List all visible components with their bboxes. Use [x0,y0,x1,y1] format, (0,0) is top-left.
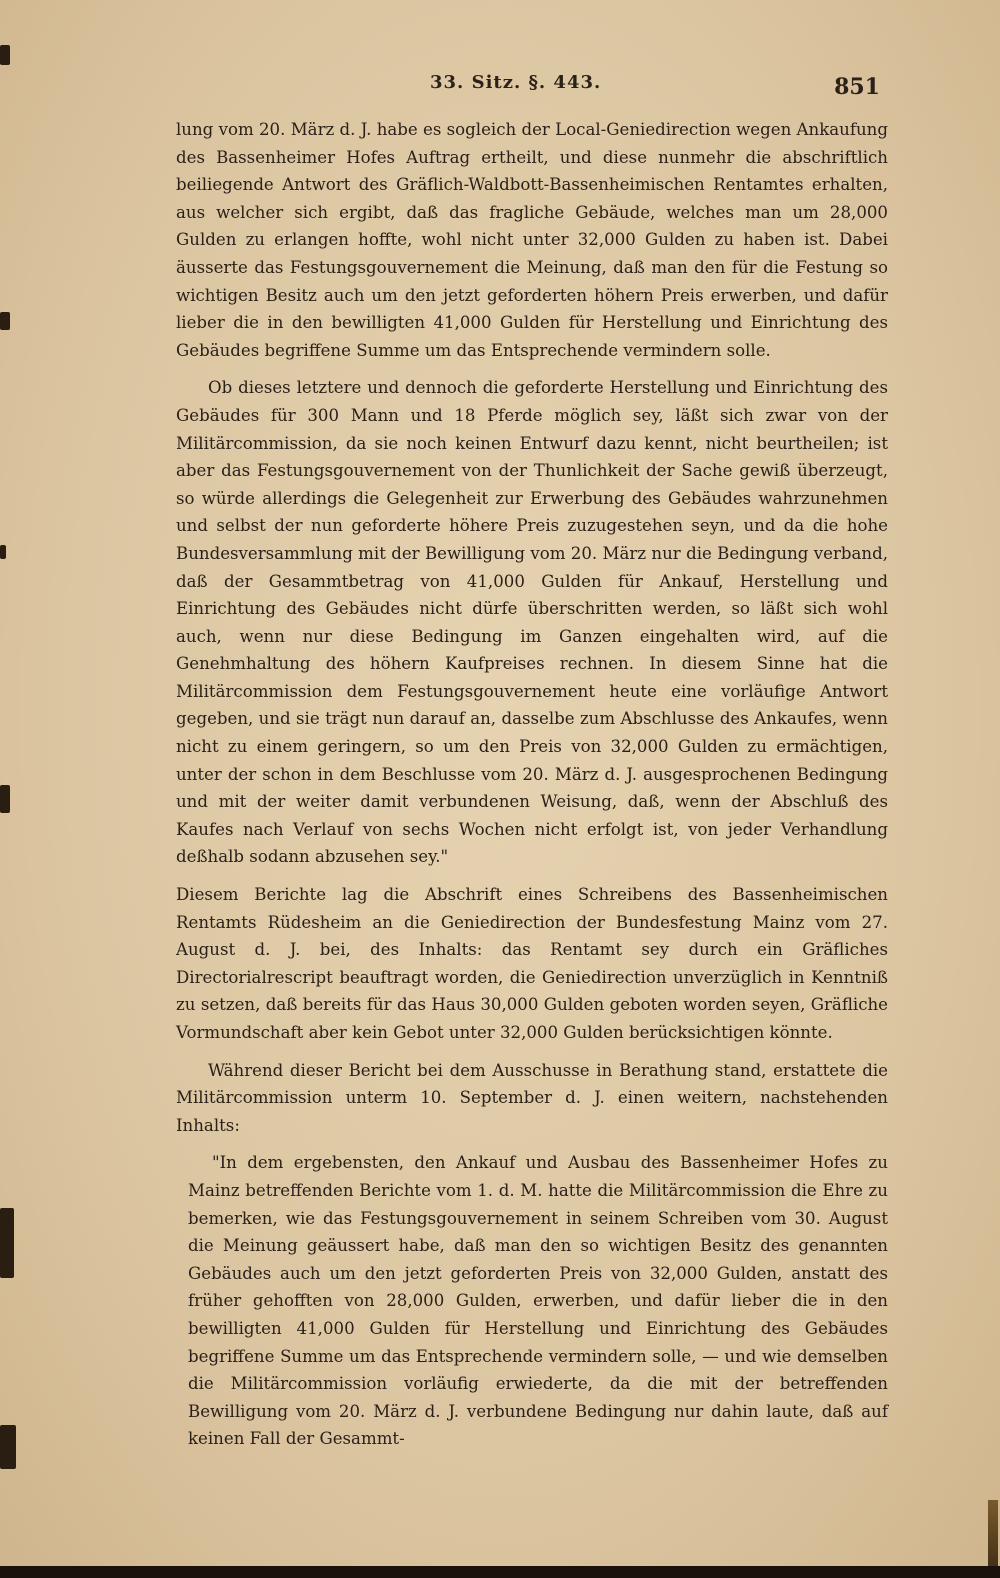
margin-mark [0,312,10,330]
paragraph: Ob dieses letztere und dennoch die geforderte Herstellung und Einrichtung des Gebäudes für 300 Mann und 18 Pferde möglich sey, läßt sich zwar von der Militärcommission, da sie noch keinen Entwurf dazu kennt, nicht beurtheilen; ist aber das Festungsgouvernement von der Thunlichkeit der Sache gewiß überzeugt, so würde allerdings die Gelegenheit zur Erwerbung des Gebäudes wahrzunehmen und selbst der nun geforderte höhere Preis zuzugestehen seyn, und da die hohe Bundesversammlung mit der Bewilligung vom 20. März nur die Bedingung verband, daß der Gesammtbetrag von 41,000 Gulden für Ankauf, Herstellung und Einrichtung des Gebäudes nicht dürfe überschritten werden, so läßt sich wohl auch, wenn nur diese Bedingung im Ganzen eingehalten wird, auf die Genehmhaltung des höhern Kaufpreises rechnen. In diesem Sinne hat die Militärcommission dem Festungsgouvernement heute eine vorläufige Antwort gegeben, und sie trägt nun darauf an, dasselbe zum Abschlusse des Ankaufes, wenn nicht zu einem geringern, so um den Preis von 32,000 Gulden zu ermächtigen, unter der schon in dem Beschlusse vom 20. März d. J. ausgesprochenen Bedingung und mit der weiter damit verbundenen Weisung, daß, wenn der Abschluß des Kaufes nach Verlauf von sechs Wochen nicht erfolgt ist, von jeder Verhandlung deßhalb sodann abzusehen sey." [176,378,888,867]
page-bottom-edge [0,1566,1000,1578]
paragraph: Diesem Berichte lag die Abschrift eines Schreibens des Bassenheimischen Rentamts Rüdesheim an die Geniedirection der Bundesfestung Mainz vom 27. August d. J. bei, des Inhalts: das Rentamt sey durch ein Gräfliches Directorialrescript beauftragt worden, die Geniedirection unverzüglich in Kenntniß zu setzen, daß bereits für das Haus 30,000 Gulden geboten worden seyen, Gräfliche Vormundschaft aber kein Gebot unter 32,000 Gulden berücksichtigen könnte. [176,885,888,1042]
margin-mark [0,545,6,559]
margin-mark [0,45,10,65]
margin-mark [0,785,10,813]
paragraph: Während dieser Bericht bei dem Ausschusse in Berathung stand, erstattete die Militärcommission unterm 10. September d. J. einen weitern, nachstehenden Inhalts: [176,1060,888,1135]
running-head [180,72,880,100]
section-reference: 33. Sitz. §. 443. [430,72,602,93]
body-text [176,116,888,1463]
margin-mark [0,1208,14,1278]
paragraph: lung vom 20. März d. J. habe es sogleich der Local-Geniedirection wegen Ankaufung des Bassenheimer Hofes Auftrag ertheilt, und diese nunmehr die abschriftlich beiliegende Antwort des Gräflich-Waldbott-Bassenheimischen Rentamtes erhalten, aus welcher sich ergibt, daß das fragliche Gebäude, welches man um 28,000 Gulden zu erlangen hoffte, wohl nicht unter 32,000 Gulden zu haben ist. Dabei äusserte das Festungsgouvernement die Meinung, daß man den für die Festung so wichtigen Besitz auch um den jetzt geforderten höhern Preis erwerben, und dafür lieber die in den bewilligten 41,000 Gulden für Herstellung und Einrichtung des Gebäudes begriffene Summe um das Entsprechende vermindern solle. [176,120,888,360]
margin-mark [0,1425,16,1469]
quoted-paragraph: "In dem ergebensten, den Ankauf und Ausbau des Bassenheimer Hofes zu Mainz betreffenden Berichte vom 1. d. M. hatte die Militärcommission die Ehre zu bemerken, wie das Festungsgouvernement in seinem Schreiben vom 30. August die Meinung geäussert habe, daß man den so wichtigen Besitz des genannten Gebäudes auch um den jetzt geforderten Preis von 32,000 Gulden, anstatt des früher gehofften von 28,000 Gulden, erwerben, und dafür lieber die in den bewilligten 41,000 Gulden für Herstellung und Einrichtung des Gebäudes begriffene Summe um das Entsprechende vermindern solle, — und wie demselben die Militärcommission vorläufig erwiederte, da die mit der betreffenden Bewilligung vom 20. März d. J. verbundene Bedingung nur dahin laute, daß auf keinen Fall der Gesammt- [188,1153,888,1449]
page-number: 851 [834,74,880,100]
